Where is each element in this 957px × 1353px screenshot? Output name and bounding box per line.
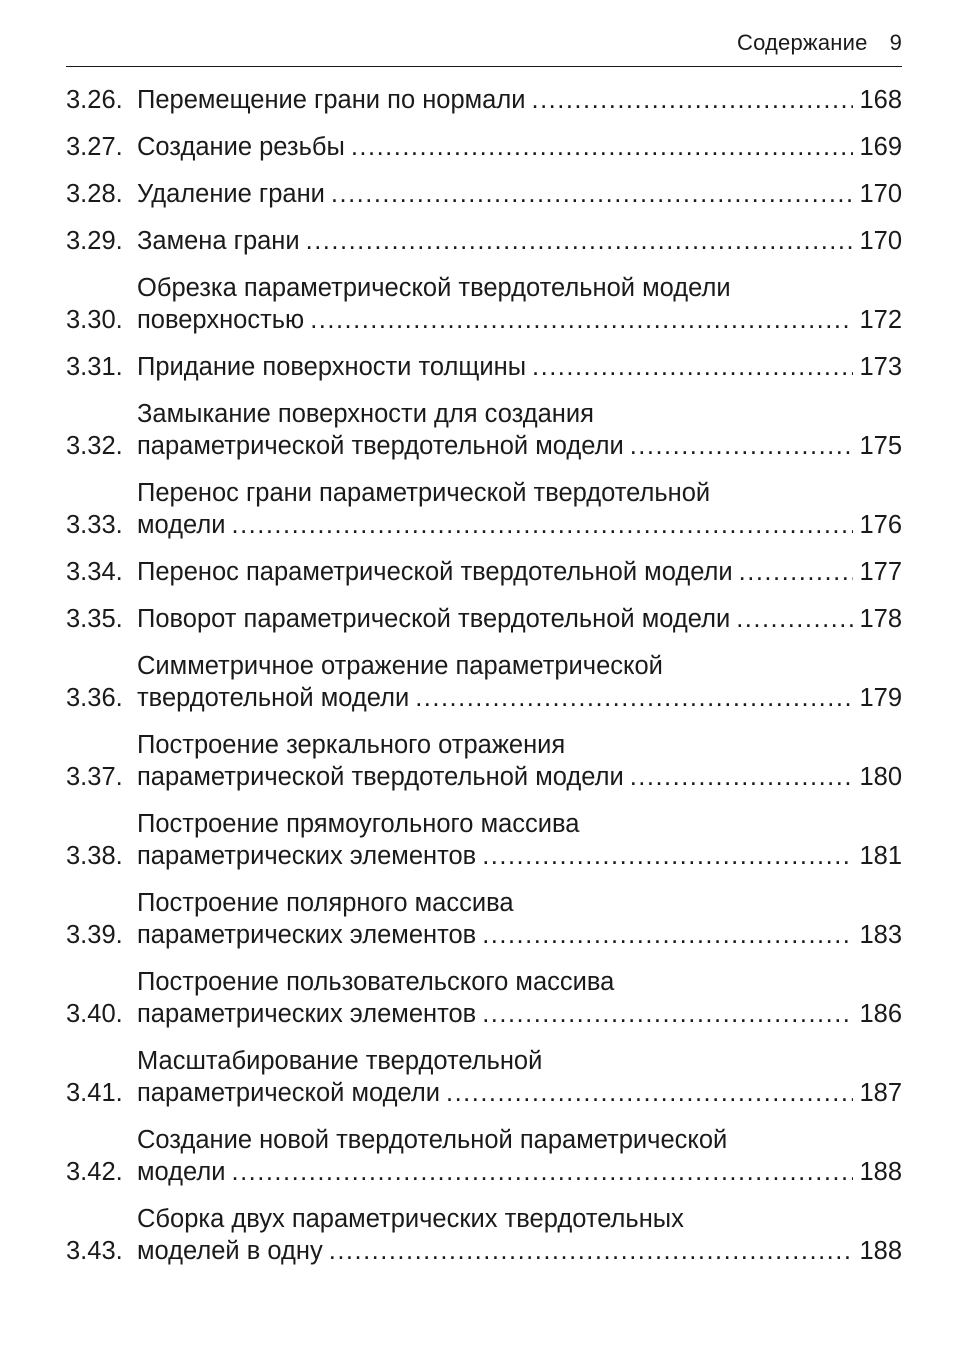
toc-entry-title-line: параметрической модели xyxy=(137,1079,440,1107)
toc-entry-body xyxy=(137,398,902,462)
toc-entry-body xyxy=(137,84,902,116)
toc-entry-last-line xyxy=(137,761,902,793)
toc-entry-title-line: Перенос параметрической твердотельной модели xyxy=(137,558,733,586)
toc-entry-title-line: Создание резьбы xyxy=(137,133,345,161)
header-rule xyxy=(66,66,902,67)
toc-entry-title-line: параметрических элементов xyxy=(137,921,477,949)
toc-entry-title-line: Перемещение грани по нормали xyxy=(137,86,526,114)
toc-entry-title-line: моделей в одну xyxy=(137,1237,323,1265)
toc-entry-last-line xyxy=(137,1077,902,1109)
toc-entry-page-number: 188 xyxy=(859,1158,902,1186)
toc-entry-number: 3.42. xyxy=(66,1158,123,1186)
toc-entry-last-line xyxy=(137,430,902,462)
header-section-name: Содержание xyxy=(736,30,868,55)
toc-entry-body xyxy=(137,272,902,336)
toc-entry-body xyxy=(137,887,902,951)
toc-entry-body xyxy=(137,477,902,541)
toc-entry-title-line: Создание новой твердотельной параметрической xyxy=(137,1126,728,1154)
toc-entry[interactable] xyxy=(66,808,902,872)
toc-entry-title-line: Сборка двух параметрических твердотельных xyxy=(137,1205,684,1233)
toc-entry-number: 3.28. xyxy=(66,180,123,208)
toc-entry-title-line: Поворот параметрической твердотельной модели xyxy=(137,605,731,633)
toc-entry[interactable] xyxy=(66,272,902,336)
toc-entry-title-line: параметрической твердотельной модели xyxy=(137,763,624,791)
dot-leader xyxy=(532,84,854,116)
toc-entry-page-number: 181 xyxy=(859,842,902,870)
toc-entry-last-line xyxy=(137,1156,902,1188)
dot-leader xyxy=(232,509,854,541)
toc-entry-last-line xyxy=(137,351,902,383)
toc-entry-title-line: модели xyxy=(137,511,226,539)
toc-entry[interactable] xyxy=(66,477,902,541)
toc-entry-body xyxy=(137,225,902,257)
toc-entry-body xyxy=(137,603,902,635)
toc-entry-body xyxy=(137,650,902,714)
toc-entry[interactable] xyxy=(66,1045,902,1109)
toc-entry[interactable] xyxy=(66,729,902,793)
toc-entry-title-line: Построение зеркального отражения xyxy=(137,731,566,759)
toc-entry[interactable] xyxy=(66,225,902,257)
dot-leader xyxy=(310,304,853,336)
toc-entry-body xyxy=(137,178,902,210)
toc-entry-body xyxy=(137,1124,902,1188)
table-of-contents xyxy=(66,84,902,1282)
toc-entry-last-line xyxy=(137,682,902,714)
header-page-number: 9 xyxy=(889,30,902,55)
toc-entry-last-line xyxy=(137,556,902,588)
toc-entry-title-line: Масштабирование твердотельной xyxy=(137,1047,543,1075)
dot-leader xyxy=(306,225,854,257)
dot-leader xyxy=(329,1235,854,1267)
toc-entry-title-line: Построение пользовательского массива xyxy=(137,968,615,996)
toc-entry-title-line: модели xyxy=(137,1158,226,1186)
dot-leader xyxy=(736,603,853,635)
dot-leader xyxy=(532,351,853,383)
dot-leader xyxy=(331,178,854,210)
toc-entry-last-line xyxy=(137,225,902,257)
toc-entry-page-number: 175 xyxy=(859,432,902,460)
toc-entry-body xyxy=(137,966,902,1030)
toc-entry-number: 3.40. xyxy=(66,1000,123,1028)
toc-entry-number: 3.30. xyxy=(66,306,123,334)
toc-entry[interactable] xyxy=(66,131,902,163)
toc-entry-body xyxy=(137,556,902,588)
toc-entry-page-number: 180 xyxy=(859,763,902,791)
toc-entry-title-line: параметрических элементов xyxy=(137,842,477,870)
toc-entry-last-line xyxy=(137,304,902,336)
toc-entry-title-line: Симметричное отражение параметрической xyxy=(137,652,663,680)
toc-entry-page-number: 188 xyxy=(859,1237,902,1265)
toc-entry-page-number: 169 xyxy=(859,133,902,161)
toc-entry[interactable] xyxy=(66,966,902,1030)
toc-entry-last-line xyxy=(137,840,902,872)
toc-entry-last-line xyxy=(137,998,902,1030)
toc-entry-title-line: Замыкание поверхности для создания xyxy=(137,400,594,428)
toc-entry-number: 3.33. xyxy=(66,511,123,539)
toc-entry-title-line: Обрезка параметрической твердотельной модели xyxy=(137,274,731,302)
dot-leader xyxy=(630,761,854,793)
toc-entry-body xyxy=(137,351,902,383)
toc-entry-body xyxy=(137,1203,902,1267)
toc-entry-page-number: 179 xyxy=(859,684,902,712)
toc-entry-title-line: Перенос грани параметрической твердотельной xyxy=(137,479,711,507)
toc-entry-number: 3.37. xyxy=(66,763,123,791)
dot-leader xyxy=(446,1077,853,1109)
toc-entry[interactable] xyxy=(66,1124,902,1188)
toc-entry-number: 3.38. xyxy=(66,842,123,870)
toc-entry-title-line: Построение полярного массива xyxy=(137,889,514,917)
toc-entry-page-number: 168 xyxy=(859,86,902,114)
toc-entry-number: 3.31. xyxy=(66,353,123,381)
toc-entry-number: 3.34. xyxy=(66,558,123,586)
toc-entry-last-line xyxy=(137,509,902,541)
toc-entry-page-number: 172 xyxy=(859,306,902,334)
toc-entry[interactable] xyxy=(66,556,902,588)
toc-entry-last-line xyxy=(137,603,902,635)
toc-entry-number: 3.43. xyxy=(66,1237,123,1265)
toc-entry-number: 3.35. xyxy=(66,605,123,633)
dot-leader xyxy=(482,840,853,872)
toc-entry-title-line: твердотельной модели xyxy=(137,684,410,712)
toc-entry[interactable] xyxy=(66,650,902,714)
toc-entry-last-line xyxy=(137,178,902,210)
toc-entry-page-number: 178 xyxy=(859,605,902,633)
toc-entry-last-line xyxy=(137,84,902,116)
toc-entry-title-line: Построение прямоугольного массива xyxy=(137,810,580,838)
toc-entry[interactable] xyxy=(66,84,902,116)
toc-entry-title-line: Удаление грани xyxy=(137,180,325,208)
toc-entry[interactable] xyxy=(66,1203,902,1267)
toc-entry-page-number: 177 xyxy=(859,558,902,586)
toc-entry-number: 3.32. xyxy=(66,432,123,460)
toc-entry-title-line: Замена грани xyxy=(137,227,300,255)
toc-entry-page-number: 183 xyxy=(859,921,902,949)
toc-entry-body xyxy=(137,808,902,872)
dot-leader xyxy=(739,556,854,588)
toc-entry[interactable] xyxy=(66,351,902,383)
toc-entry-body xyxy=(137,131,902,163)
toc-entry-number: 3.41. xyxy=(66,1079,123,1107)
toc-entry[interactable] xyxy=(66,603,902,635)
toc-entry-number: 3.27. xyxy=(66,133,123,161)
dot-leader xyxy=(415,682,853,714)
toc-entry-number: 3.29. xyxy=(66,227,123,255)
toc-entry-page-number: 170 xyxy=(859,227,902,255)
dot-leader xyxy=(232,1156,854,1188)
toc-entry[interactable] xyxy=(66,887,902,951)
toc-entry-body xyxy=(137,1045,902,1109)
toc-entry-title-line: поверхностью xyxy=(137,306,305,334)
toc-entry-page-number: 186 xyxy=(859,1000,902,1028)
toc-entry-last-line xyxy=(137,919,902,951)
toc-entry[interactable] xyxy=(66,398,902,462)
toc-entry-title-line: Придание поверхности толщины xyxy=(137,353,527,381)
toc-entry-number: 3.39. xyxy=(66,921,123,949)
toc-entry-title-line: параметрической твердотельной модели xyxy=(137,432,624,460)
toc-entry-number: 3.26. xyxy=(66,86,123,114)
dot-leader xyxy=(630,430,854,462)
toc-entry-last-line xyxy=(137,1235,902,1267)
toc-entry-body xyxy=(137,729,902,793)
toc-entry[interactable] xyxy=(66,178,902,210)
dot-leader xyxy=(482,919,853,951)
toc-entry-page-number: 187 xyxy=(859,1079,902,1107)
toc-entry-number: 3.36. xyxy=(66,684,123,712)
toc-entry-title-line: параметрических элементов xyxy=(137,1000,477,1028)
toc-entry-page-number: 173 xyxy=(859,353,902,381)
toc-entry-page-number: 170 xyxy=(859,180,902,208)
dot-leader xyxy=(482,998,853,1030)
toc-entry-last-line xyxy=(137,131,902,163)
running-header xyxy=(66,30,902,62)
dot-leader xyxy=(351,131,854,163)
toc-entry-page-number: 176 xyxy=(859,511,902,539)
